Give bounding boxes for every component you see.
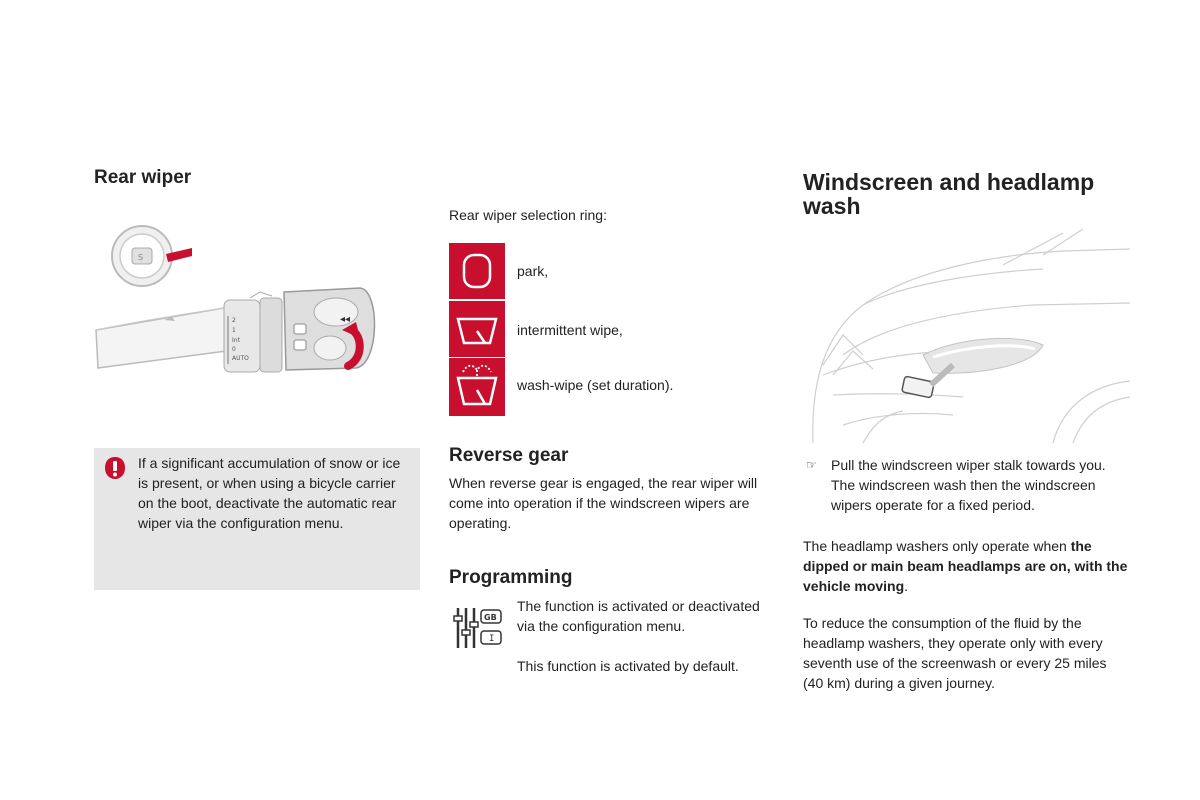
steering-wheel-icon xyxy=(112,226,172,286)
para-bold: the dipped or main beam headlamps are on, with the vehicle moving xyxy=(803,538,1128,594)
config-badge-gb: GB xyxy=(484,613,497,622)
svg-text:2: 2 xyxy=(232,317,236,324)
svg-text:Int: Int xyxy=(232,337,240,344)
para-suffix: . xyxy=(904,578,909,594)
wash-wipe-icon xyxy=(449,358,505,416)
svg-text:S: S xyxy=(138,253,144,262)
svg-text:1: 1 xyxy=(232,327,236,334)
bullet-hand-icon: ☞ xyxy=(806,458,817,472)
reverse-gear-text: When reverse gear is engaged, the rear wiper will come into operation if the windscreen wipers are operating. xyxy=(449,475,758,531)
warning-text: If a significant accumulation of snow or ice is present, or when using a bicycle carrier on the boot, deactivate the automatic rear wiper via the configuration menu. xyxy=(138,455,401,531)
programming-text: The function is activated or deactivated via the configuration menu. xyxy=(517,598,760,634)
svg-text:0: 0 xyxy=(232,346,236,353)
warning-panel xyxy=(94,448,420,590)
ring-item-label: wash-wipe (set duration). xyxy=(517,377,674,393)
svg-text:◂◂: ◂◂ xyxy=(340,314,351,325)
fluid-consumption-paragraph: To reduce the consumption of the fluid by the headlamp washers, they operate only with every seventh use of the screenwash or every 25 miles (40 km) during a given journey. xyxy=(803,615,1107,691)
bullet-text: Pull the windscreen wiper stalk towards you. The windscreen wash then the windscreen wipers operate for a fixed period. xyxy=(831,457,1106,513)
park-icon xyxy=(449,243,505,299)
programming-heading: Programming xyxy=(449,567,573,588)
reverse-gear-heading: Reverse gear xyxy=(449,445,569,466)
intermittent-wipe-icon xyxy=(449,301,505,357)
headlamp-washers-paragraph xyxy=(803,536,1128,596)
ring-item-label: intermittent wipe, xyxy=(517,322,623,338)
windscreen-wash-heading: Windscreen and headlamp wash xyxy=(803,169,1095,219)
programming-default-text: This function is activated by default. xyxy=(517,658,739,674)
svg-text:AUTO: AUTO xyxy=(232,355,249,362)
ring-item-label: park, xyxy=(517,263,549,279)
warning-icon xyxy=(104,456,126,480)
rear-wiper-heading: Rear wiper xyxy=(94,167,192,188)
car-front-illustration xyxy=(803,225,1130,443)
wiper-stalk-illustration xyxy=(94,218,394,378)
configuration-icon xyxy=(452,604,506,652)
para-prefix: The headlamp washers only operate when xyxy=(803,538,1071,554)
selection-ring-title: Rear wiper selection ring: xyxy=(449,207,607,223)
config-badge-i: I xyxy=(489,634,495,644)
